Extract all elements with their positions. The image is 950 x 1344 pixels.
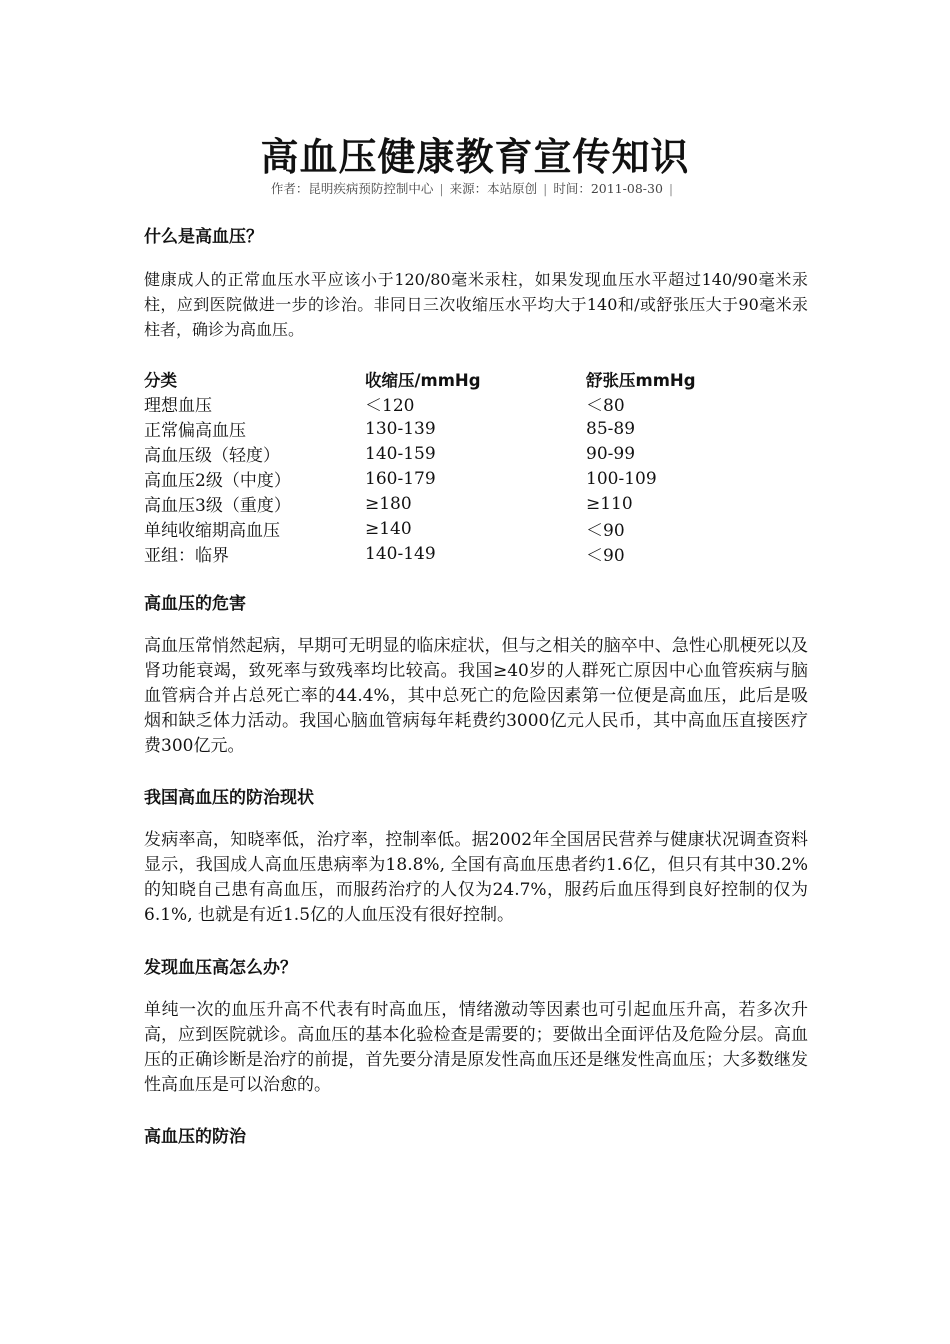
article-meta [0, 179, 950, 197]
table-row [144, 466, 808, 491]
table-cell: 140-149 [365, 543, 436, 564]
table-header-systolic: 收缩压/mmHg [365, 370, 481, 390]
table-cell: 高血压3级（重度） [144, 496, 291, 516]
table-cell: 亚组：临界 [144, 546, 229, 566]
table-cell: 140-159 [365, 443, 436, 464]
table-header-category: 分类 [144, 370, 177, 390]
meta-time: 时间：2011-08-30 [553, 181, 663, 196]
table-cell: 高血压2级（中度） [144, 471, 291, 491]
meta-source: 来源：本站原创 [449, 181, 538, 196]
section-heading-harm: 高血压的危害 [144, 594, 246, 614]
table-cell: ≥110 [586, 493, 633, 514]
table-header-row [144, 366, 808, 391]
section-heading-prevention: 高血压的防治 [144, 1127, 246, 1147]
section-heading-what-is: 什么是高血压？ [144, 227, 263, 247]
table-cell: 正常偏高血压 [144, 421, 246, 441]
table-cell: 130-139 [365, 418, 436, 439]
section-body-what-is: 健康成人的正常血压水平应该小于120/80毫米汞柱，如果发现血压水平超过140/90毫米汞柱，应到医院做进一步的诊治。非同日三次收缩压水平均大于140和/或舒张压大于90毫米汞柱者，确诊为高血压。 [144, 270, 808, 339]
table-cell: 90-99 [586, 443, 636, 464]
section-body-harm: 高血压常悄然起病，早期可无明显的临床症状，但与之相关的脑卒中、急性心肌梗死以及肾功能衰竭，致死率与致残率均比较高。我国≥40岁的人群死亡原因中心血管疾病与脑血管病合并占总死亡率的44.4%，其中总死亡的危险因素第一位便是高血压，此后是吸烟和缺乏体力活动。我国心脑血管病每年耗费约3000亿元人民币，其中高血压直接医疗费300亿元。 [144, 636, 808, 756]
table-row [144, 416, 808, 441]
table-cell: ＜90 [586, 546, 625, 566]
meta-separator: | [439, 181, 444, 196]
meta-separator: | [668, 181, 674, 196]
table-cell: ≥180 [365, 493, 412, 514]
table-cell: ＜80 [586, 396, 625, 416]
section-heading-status: 我国高血压的防治现状 [144, 788, 314, 808]
page-title: 高血压健康教育宣传知识 [260, 134, 690, 179]
table-cell: 85-89 [586, 418, 636, 439]
table-row [144, 391, 808, 416]
bp-classification-table [144, 366, 808, 566]
section-body-status: 发病率高，知晓率低，治疗率，控制率低。据2002年全国居民营养与健康状况调查资料显示，我国成人高血压患病率为18.8%, 全国有高血压患者约1.6亿，但只有其中30.2%的知晓自己患有高血压，而服药治疗的人仅为24.7%，服药后血压得到良好控制的仅为6.1%, 也就是有近1.5亿的人血压没有很好控制。 [144, 830, 808, 925]
table-cell: 高血压级（轻度） [144, 446, 280, 466]
table-cell: 160-179 [365, 468, 436, 489]
meta-separator: | [543, 181, 548, 196]
table-row [144, 491, 808, 516]
table-row [144, 441, 808, 466]
table-cell: 单纯收缩期高血压 [144, 521, 280, 541]
section-heading-what-to-do: 发现血压高怎么办？ [144, 958, 297, 978]
section-body-what-to-do: 单纯一次的血压升高不代表有时高血压，情绪激动等因素也可引起血压升高，若多次升高，应到医院就诊。高血压的基本化验检查是需要的；要做出全面评估及危险分层。高血压的正确诊断是治疗的前提，首先要分清是原发性高血压还是继发性高血压；大多数继发性高血压是可以治愈的。 [144, 1000, 808, 1095]
table-row [144, 516, 808, 541]
table-cell: 理想血压 [144, 396, 212, 416]
table-row [144, 541, 808, 566]
table-cell: ＜120 [365, 396, 415, 416]
table-cell: ＜90 [586, 521, 625, 541]
table-header-diastolic: 舒张压mmHg [586, 370, 696, 390]
meta-author: 作者：昆明疾病预防控制中心 [270, 181, 434, 196]
table-cell: ≥140 [365, 518, 412, 539]
table-cell: 100-109 [586, 468, 657, 489]
